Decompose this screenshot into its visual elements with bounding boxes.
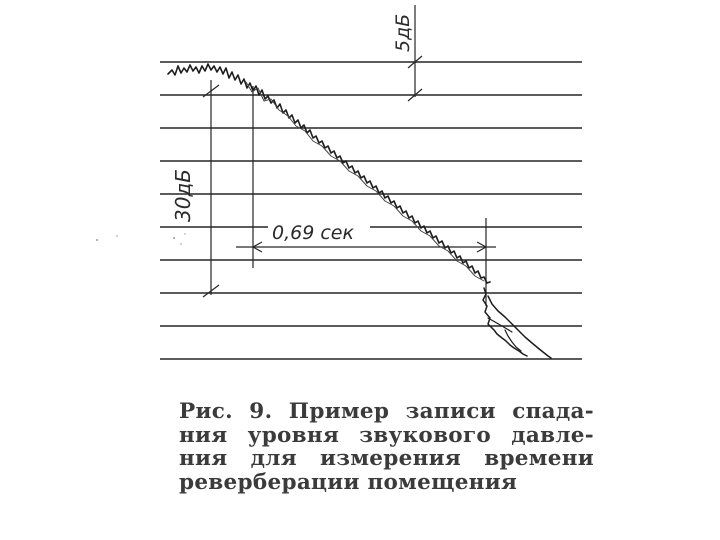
decay-trace (168, 64, 551, 358)
dim-time (236, 86, 496, 306)
speckle (96, 239, 98, 241)
label-30db: 30дБ (171, 169, 195, 222)
speckle (184, 233, 185, 234)
speckle (180, 243, 182, 245)
label-5db: 5дБ (392, 13, 414, 52)
speckle (173, 237, 175, 239)
speckle (116, 235, 118, 237)
label-time: 0,69 сек (272, 222, 354, 244)
caption-line: реверберации помещения (179, 469, 518, 495)
paper-grid-lines (160, 62, 582, 359)
caption-line: Рис. 9. Пример записи спада- (179, 399, 594, 424)
caption-line: ния уровня звукового давле- (179, 422, 594, 448)
dim-30db (203, 80, 219, 297)
scan-speckles (96, 233, 186, 245)
figure-caption (179, 400, 594, 494)
caption-line: ния для измерения времени (179, 446, 594, 471)
